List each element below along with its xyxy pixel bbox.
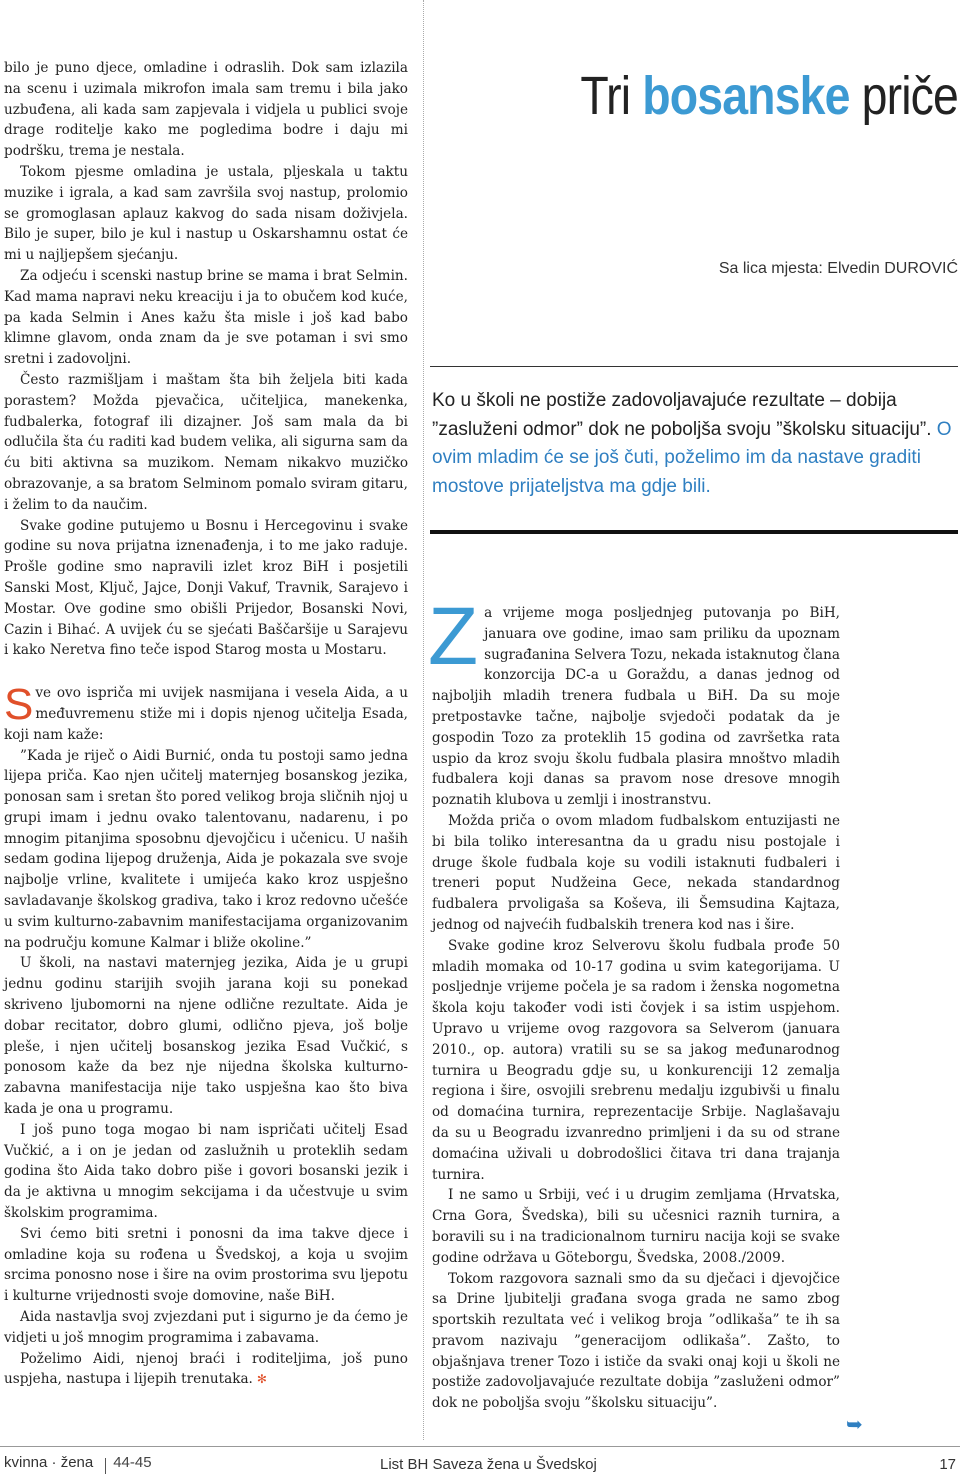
paragraph-text: a vrijeme moga posljednjeg putovanja po BiH, januara ove godine, imao sam priliku da upoznam sugrađanina Selvera Tozu, nekada istaknutog člana konzorcija DC-a u Goraždu, a danas jednog od najboljih mladih trenera fudbala u BiH. Da su moje pretpostavke tačne, najbolje svjedoči podatak da je gospodin Tozo za proteklih 15 godina od završetka rata uspio da kroz svoju školu fudbala plasira mnoštvo mladih fudbalera koji danas sa pravom nose dresove mnogih poznatih klubova u zemlji i inostranstvu. <box>432 605 840 809</box>
footer-publisher: List BH Saveza žena u Švedskoj <box>380 1456 597 1473</box>
paragraph: Aida nastavlja svoj zvjezdani put i sigurno je da ćemo je vidjeti u još mnogim programima i zabavama. <box>4 1309 408 1346</box>
paragraph-text: Poželimo Aidi, njenoj braći i roditeljima, još puno uspjeha, nastupa i lijepih trenutaka. <box>4 1350 408 1388</box>
right-column <box>428 591 840 1414</box>
footer-separator <box>105 1458 106 1474</box>
title-highlight: bosanske <box>642 66 850 126</box>
rule-thick <box>430 530 958 534</box>
paragraph: Tokom razgovora saznali smo da su dječaci i djevojčice sa Drine ljubitelji građana svoga grada ne samo zbog sportskih rezultata već i velikog broja ”odlikaša” te ih sa pravom nazivaju ”generacijom odlikaša”. Zašto, to objašnjava trener Tozo i ističe da svaki onaj koji u školi ne postiže zadovoljavajuće rezultate dobija ”zasluženi odmor” dok ne poboljša svoju ”školsku situaciju”. <box>432 1270 840 1412</box>
left-column <box>4 58 408 1390</box>
issue-pages: 44-45 <box>113 1454 152 1471</box>
article-title <box>504 62 958 130</box>
page-footer <box>0 1446 960 1478</box>
lead-blue: O ovim mladim će se još čuti, poželimo im da nastave graditi mostove prijateljstva ma gdje bili. <box>432 418 952 497</box>
byline: Sa lica mjesta: Elvedin DUROVIĆ <box>718 260 958 277</box>
magazine-name: kvinna · žena <box>4 1454 94 1471</box>
footer-rule <box>0 1446 960 1447</box>
lead-text <box>432 387 952 501</box>
title-part: Tri <box>580 66 643 126</box>
paragraph-text: ve ovo ispriča mi uvijek nasmijana i vesela Aida, a u međuvremenu stiže mi i dopis njenog učitelja Esada, koji nam kaže: <box>4 685 408 743</box>
drop-cap: Z <box>428 591 479 682</box>
paragraph: ”Kada je riječ o Aidi Burnić, onda tu postoji samo jedna lijepa priča. Kao njen učitelj maternjeg bosanskog jezika, ponosan sam i sretan što pored velikog broja sličnih njoj u grupi imam i jednu ovako talentovanu, nadarenu, i po mnogim pitanjima sposobnu djevojčicu i učenicu. U naših sedam godina lijepog druženja, Aida je pokazala sve svoje najbolje vrline, kvalitete i umijeća kako kroz uspješno savladavanje školskog gradiva, tako i kroz redovno učešće u svim kulturno-zabavnim manifestacijama organizovanim na području komune Kalmar i bliže okoline.” <box>4 747 408 951</box>
paragraph-with-dropcap <box>4 680 408 745</box>
rule <box>430 366 958 367</box>
lead-dark: Ko u školi ne postiže zadovoljavajuće rezultate – dobija ”zasluženi odmor” dok ne poboljša svoju ”školsku situaciju”. <box>432 390 932 440</box>
paragraph: Za odjeću i scenski nastup brine se mama i brat Selmin. Kad mama napravi neku kreaciju i ja to obučem kod kuće, pa kada Selmin i Anes kažu šta misle i još kad babo klimne glavom, onda znam da je sve potaman i svi smo sretni i zadovoljni. <box>4 267 408 368</box>
paragraph-final <box>4 1349 408 1391</box>
paragraph: Često razmišljam i maštam šta bih željela biti kada porastem? Možda pjevačica, učiteljica, manekenka, fudbalerka, fotograf ili dizajner. Još sam mala da bi odlučila šta ću raditi kad budem velika, ali sigurna sam da ću biti aktivna sa muzikom. Nemam nikakvo muzičko obrazovanje, a sa bratom Selminom pomalo sviram gitaru, i želim to da naučim. <box>4 371 408 513</box>
footer-magazine <box>4 1454 152 1471</box>
paragraph-with-dropcap <box>428 591 840 811</box>
continue-arrow-icon: ➥ <box>846 1412 863 1436</box>
paragraph: Svi ćemo biti sretni i ponosni da ima takve djece i omladine koja su rođena u Švedskoj, a koja u svojim srcima ponosno nose i šire na ovim prostorima svu ljepotu i kulturne vrijednosti svoje domovine, naše BiH. <box>4 1225 408 1305</box>
end-mark-icon: ✻ <box>256 1372 267 1387</box>
paragraph: Tokom pjesme omladina je ustala, pljeskala u taktu muzike i igrala, a kad sam završila svoj nastup, prolomio se gromoglasan aplauz kakvog do sada nisam doživjela. Bilo je super, bilo je kul i nastup u Oskarshamnu ostat će mi u najljepšem sjećanju. <box>4 163 408 264</box>
page-number: 17 <box>939 1456 956 1473</box>
paragraph: Svake godine putujemo u Bosnu i Hercegovinu i svake godine su nova prijatna iznenađenja, i to me jako raduje. Prošle godine smo napravili izlet kroz BiH i posjetili Sanski Most, Ključ, Jajce, Donji Vakuf, Travnik, Sarajevo i Mostar. Ove godine smo obišli Prijedor, Bosanski Novi, Cazin i Bihać. A uvijek ću se sjećati Baščaršije u Sarajevu i kako Neretva fino teče ispod Starog mosta u Mostaru. <box>4 517 408 659</box>
drop-cap: S <box>4 680 34 730</box>
column-divider <box>423 0 424 1440</box>
paragraph: I još puno toga mogao bi nam ispričati učitelj Esad Vučkić, a i on je jedan od zaslužnih u proteklih sedam godina što Aida tako dobro piše i govori bosanski jezik i da je aktivna u mnogim sekcijama i da učestvuje u svim školskim programima. <box>4 1121 408 1222</box>
paragraph: bilo je puno djece, omladine i odraslih. Dok sam izlazila na scenu i uzimala mikrofon imala sam tremu i bila jako uzbuđena, ali kada sam zapjevala i vidjela u publici svoje drage roditelje kako me pogledima bodre i daju mi podršku, trema je nestala. <box>4 60 408 160</box>
paragraph: I ne samo u Srbiji, već i u drugim zemljama (Hrvatska, Crna Gora, Švedska), bili su učesnici raznih turnira, a boravili su i na tradicionalnom turniru nacija koji se svake godine održava u Göteborgu, Švedska, 2008./2009. <box>432 1187 840 1266</box>
paragraph: U školi, na nastavi maternjeg jezika, Aida je u grupi jednu godinu starijih svojih jarana koji su ponekad skriveno ljubomorni na njene odlične rezultate. Aida je dobar recitator, dobro glumi, odlično pjeva, još bolje pleše, i njen učitelj bosanskog jezika Esad Vučkić, s ponosom kaže da bez nje nijedna školska kulturno-zabavna manifestacija nije tako uspješna kao što biva kada je ona u programu. <box>4 955 408 1118</box>
paragraph: Možda priča o ovom mladom fudbalskom entuzijasti ne bi bila toliko interesantna da u gradu nisu postojale i druge škole fudbala koje su vodili istaknuti fudbaleri i treneri poput Nudžeina Gece, nekada standardnog fudbalera prvoligaša sa Koševa, ili Šemsudina Kajtaza, jednog od najvećih fudbalskih trenera kod nas i šire. <box>432 812 840 933</box>
paragraph: Svake godine kroz Selverovu školu fudbala prođe 50 mladih momaka od 10-17 godina u svim kategorijama. U posljednje vrijeme počela je sa radom i ženska nogometna škola koju također vodi isti čovjek i sa istim uspjehom. Upravo u vrijeme ovog razgovora sa Selverom (januara 2010., op. autora) vratili su se sa jakog međunarodnog turnira u Beogradu gdje su, u konkurenciji 12 zemalja regiona i šire, osvojili srebrenu medalju izgubivši u finalu od domaćina turnira, reprezentacije Srbije. Naglašavaju da su u Beogradu izvanredno primljeni i da su od strane domaćina uživali u dobrodošlici čitava tri dana trajanja turnira. <box>432 937 840 1183</box>
title-part: priče <box>849 66 958 126</box>
